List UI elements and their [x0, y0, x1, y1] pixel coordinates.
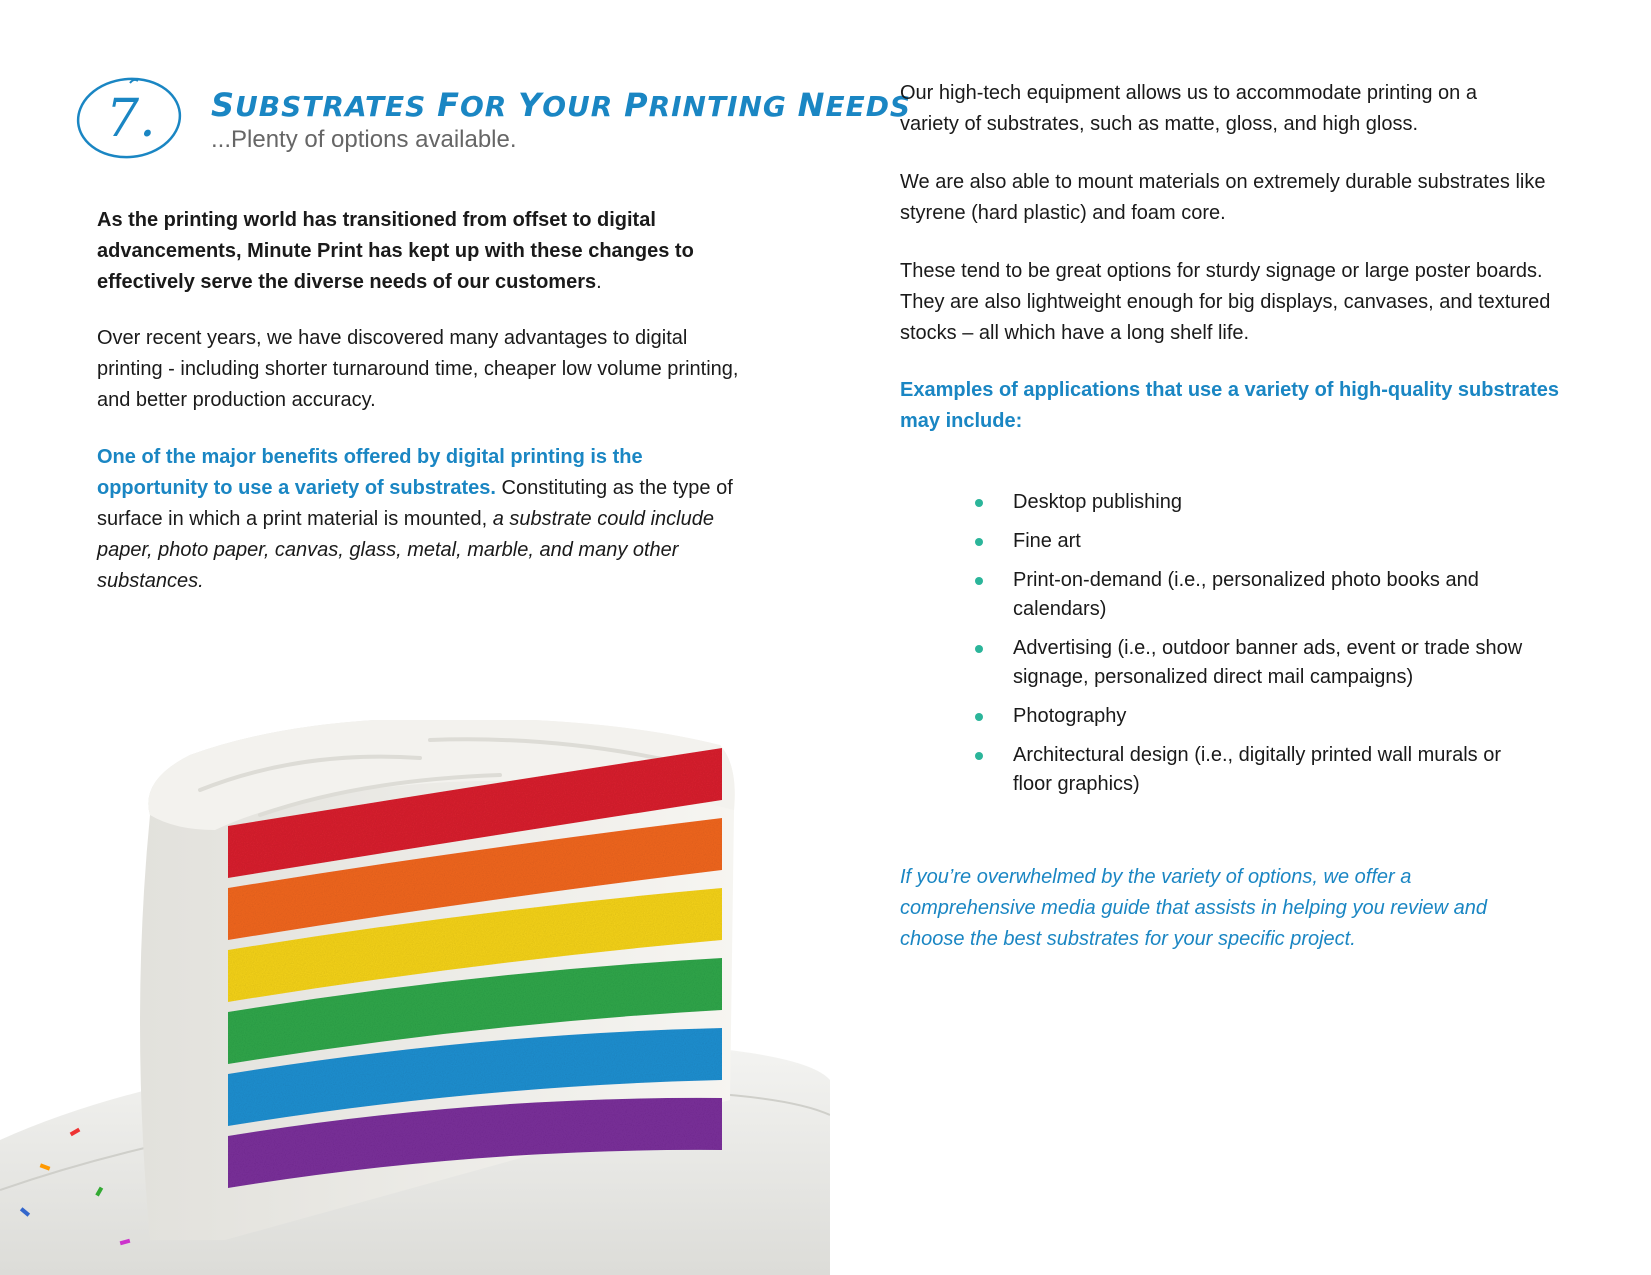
example-item [975, 527, 1535, 556]
mounting-paragraph: We are also able to mount materials on extremely durable substrates like styrene (hard plastic) and foam core. [900, 171, 1546, 224]
bullet-dot-icon [975, 577, 983, 585]
title-part: UBSTRATES [235, 90, 438, 123]
page-title [211, 86, 911, 124]
example-item [975, 566, 1535, 624]
uses-paragraph: These tend to be great options for sturdy signage or large poster boards. They are also lightweight enough for big displays, canvases, and textured stocks – all which have a long shelf life. [900, 260, 1551, 344]
benefits-paragraph [97, 442, 757, 597]
bullet-dot-icon [975, 499, 983, 507]
intro-end: . [596, 271, 602, 293]
title-part: Y [518, 86, 543, 124]
title-part: OUR [542, 90, 625, 123]
title-part: N [797, 86, 826, 124]
title-part: RINTING [648, 90, 798, 123]
bullet-dot-icon [975, 752, 983, 760]
title-part: S [211, 86, 236, 124]
benefits-italic: a substrate could include paper, photo paper, canvas, glass, metal, marble, and many other substances. [97, 508, 714, 592]
benefits-normal: Constituting as the type of surface in which a print material is mounted, [97, 477, 733, 530]
example-text: Advertising (i.e., outdoor banner ads, event or trade show signage, personalized direct mail campaigns) [1013, 637, 1523, 688]
example-text: Desktop publishing [1013, 491, 1182, 513]
intro-bold-text: As the printing world has transitioned from offset to digital advancements, Minute Print has kept up with these changes to effectively serve the diverse needs of our customers [97, 209, 694, 293]
example-text: Fine art [1013, 530, 1081, 552]
benefits-highlight: One of the major benefits offered by digital printing is the opportunity to use a variety of substrates. [97, 446, 643, 499]
example-item [975, 741, 1535, 799]
equipment-paragraph: Our high-tech equipment allows us to accommodate printing on a variety of substrates, such as matte, gloss, and high gloss. [900, 82, 1477, 135]
bullet-dot-icon [975, 713, 983, 721]
bullet-dot-icon [975, 538, 983, 546]
advantages-paragraph: Over recent years, we have discovered many advantages to digital printing - including shorter turnaround time, cheaper low volume printing, and better production accuracy. [97, 327, 739, 411]
example-item [975, 702, 1535, 731]
examples-list [975, 488, 1535, 809]
intro-paragraph [97, 205, 757, 298]
example-text: Print-on-demand (i.e., personalized photo books and calendars) [1013, 569, 1479, 620]
section-number-badge [76, 72, 190, 164]
example-text: Photography [1013, 705, 1127, 727]
title-part: F [437, 86, 460, 124]
closing-paragraph: If you’re overwhelmed by the variety of options, we offer a comprehensive media guide that assists in helping you review and choose the best substrates for your specific project. [900, 866, 1488, 950]
title-part: OR [459, 90, 519, 123]
example-text: Architectural design (i.e., digitally printed wall murals or floor graphics) [1013, 744, 1501, 795]
title-part: P [624, 86, 649, 124]
example-item [975, 634, 1535, 692]
page-subtitle: ...Plenty of options available. [211, 126, 517, 153]
rainbow-cake-image [0, 720, 830, 1275]
bullet-dot-icon [975, 645, 983, 653]
examples-heading: Examples of applications that use a variety of high-quality substrates may include: [900, 379, 1560, 432]
example-item [975, 488, 1535, 517]
title-part: EEDS [825, 90, 912, 123]
badge-numeral: 7. [106, 89, 156, 149]
